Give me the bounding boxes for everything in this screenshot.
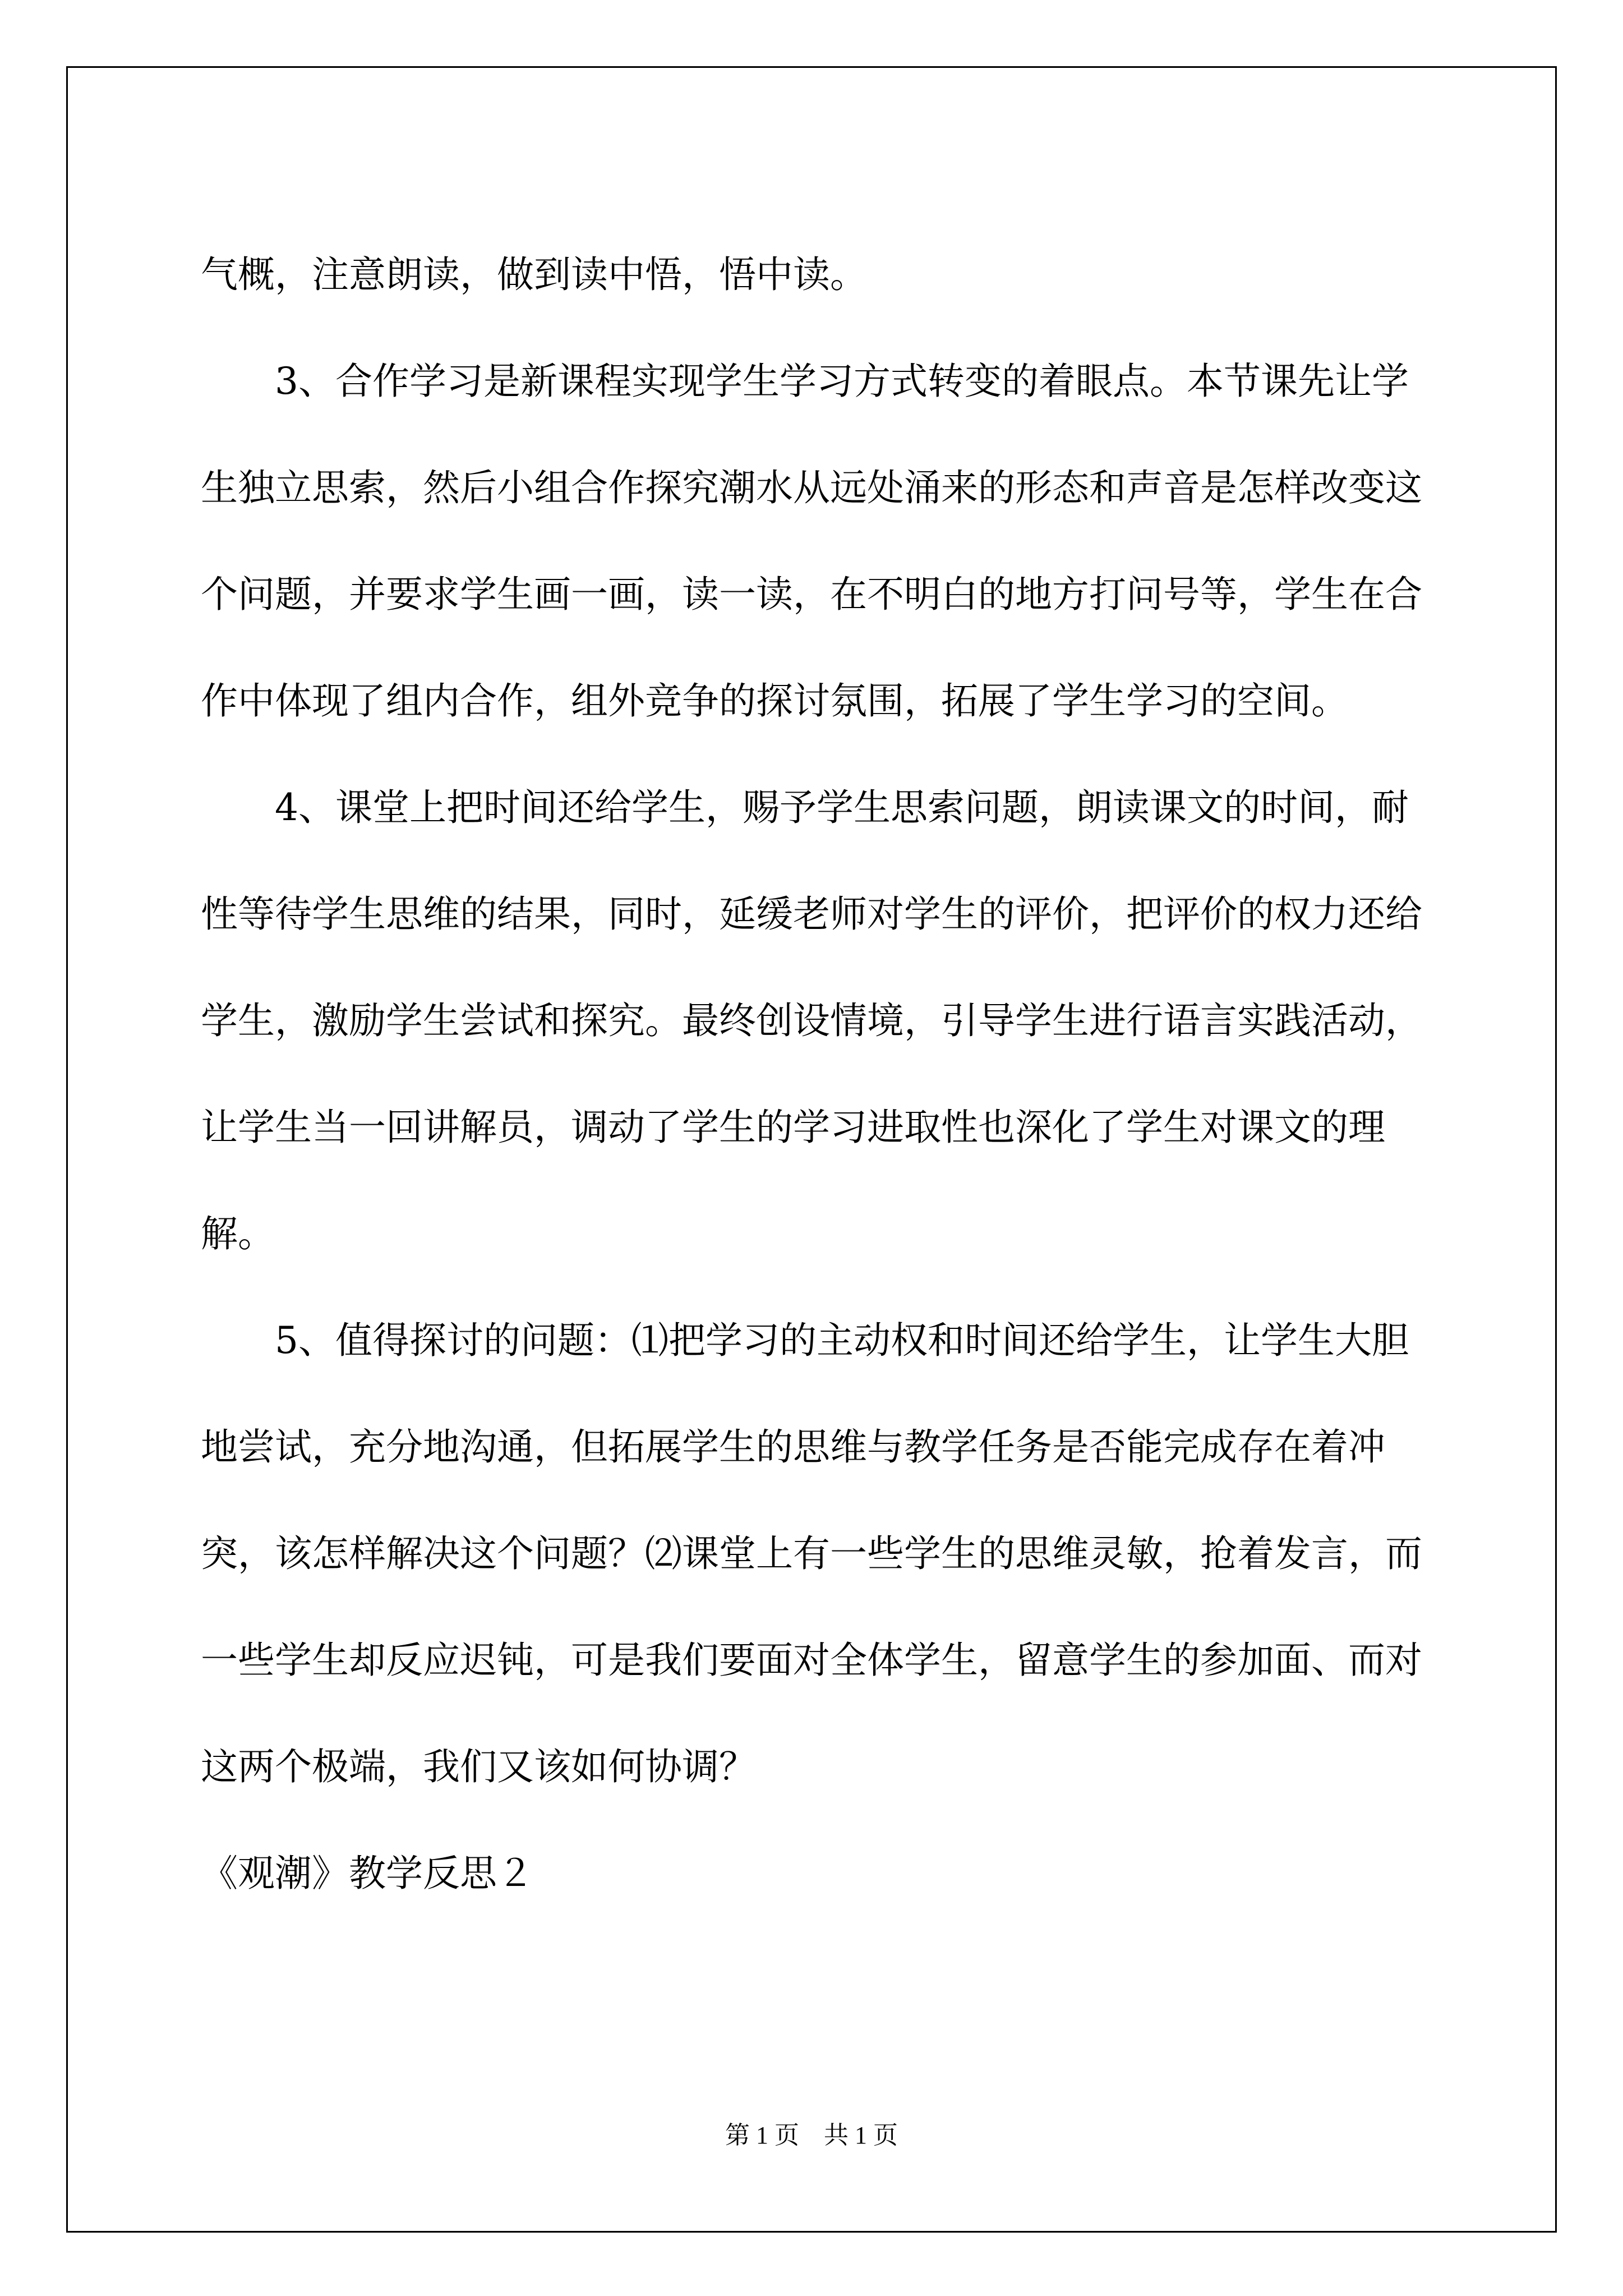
paragraph-5: 5、值得探讨的问题：⑴把学习的主动权和时间还给学生，让学生大胆地尝试，充分地沟通，但拓展学生的思维与教学任务是否能完成存在着冲突，该怎样解决这个问题？⑵课堂上有一些学生的思维灵敏，抢着发言，而一些学生却反应迟钝，可是我们要面对全体学生，留意学生的参加面、而对这两个极端，我们又该如何协调？ xyxy=(201,1319,1422,1788)
paragraph-continuation: 气概，注意朗读，做到读中悟，悟中读。 xyxy=(201,253,867,296)
paragraph-4: 4、课堂上把时间还给学生，赐予学生思索问题，朗读课文的时间，耐性等待学生思维的结果，同时，延缓老师对学生的评价，把评价的权力还给学生，激励学生尝试和探究。最终创设情境，引导学生进行语言实践活动，让学生当一回讲解员，调动了学生的学习进取性也深化了学生对课文的理解。 xyxy=(201,786,1422,1255)
page-footer: 第 1 页 共 1 页 xyxy=(725,2122,898,2149)
section-heading: 《观潮》教学反思２ xyxy=(201,1852,534,1895)
document-body xyxy=(201,222,1435,1927)
paragraph-3: 3、合作学习是新课程实现学生学习方式转变的着眼点。本节课先让学生独立思索，然后小组合作探究潮水从远处涌来的形态和声音是怎样改变这个问题，并要求学生画一画，读一读，在不明白的地方打问号等，学生在合作中体现了组内合作，组外竞争的探讨氛围，拓展了学生学习的空间。 xyxy=(201,360,1422,723)
